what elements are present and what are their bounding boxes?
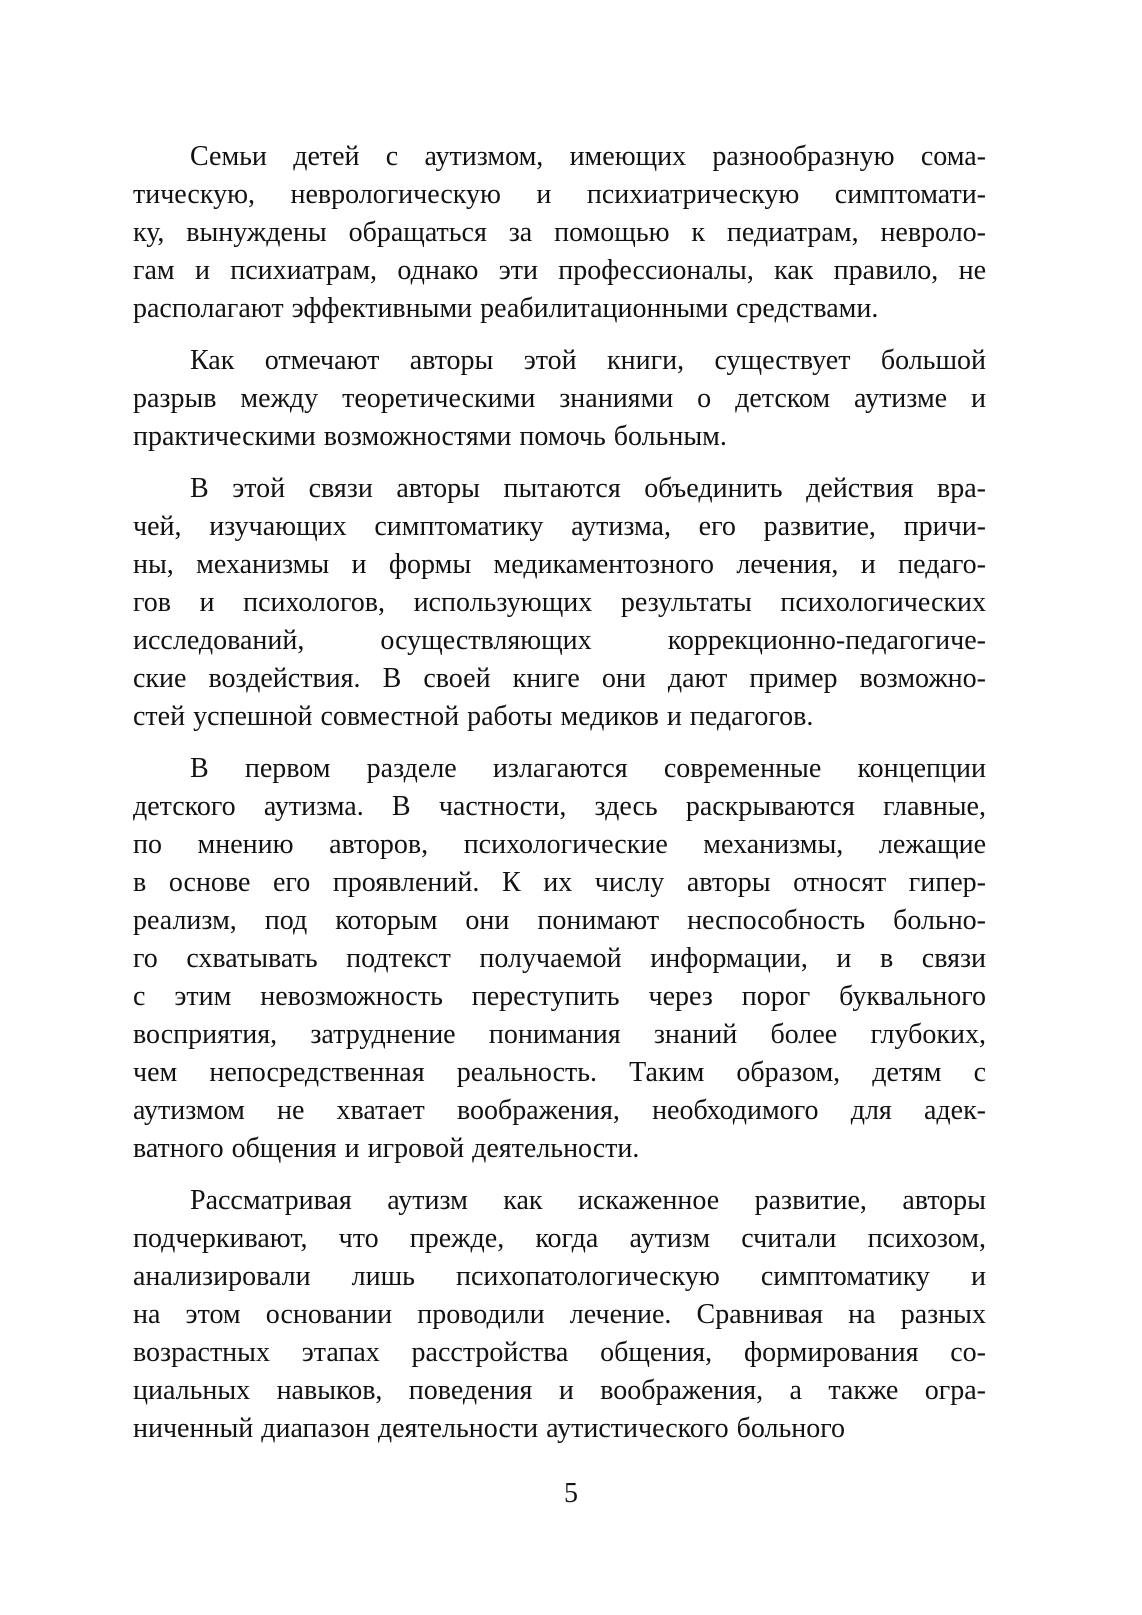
text-line: аутизмом не хватает воображения, необходимого для адек- (133, 1095, 986, 1126)
text-line: В этой связи авторы пытаются объединить действия вра- (190, 473, 986, 504)
text-line: Как отмечают авторы этой книги, существует большой (190, 345, 986, 376)
text-line: ны, механизмы и формы медикаментозного лечения, и педаго- (133, 549, 986, 580)
page-number: 5 (564, 1478, 578, 1509)
text-line: гов и психологов, использующих результаты психологических (133, 587, 986, 618)
text-line: го схватывать подтекст получаемой информации, и в связи (133, 943, 986, 974)
paragraph (133, 750, 986, 1168)
page-text (133, 138, 986, 1462)
text-line: ниченный диапазон деятельности аутистического больного (133, 1413, 845, 1444)
text-line: анализировали лишь психопатологическую симптоматику и (133, 1261, 986, 1292)
text-line: в основе его проявлений. К их числу авторы относят гипер- (133, 867, 986, 898)
text-line: Семьи детей с аутизмом, имеющих разнообразную сома- (190, 141, 986, 172)
text-line: разрыв между теоретическими знаниями о детском аутизме и (133, 383, 986, 414)
text-line: стей успешной совместной работы медиков и педагогов. (133, 701, 814, 732)
text-line: детского аутизма. В частности, здесь раскрываются главные, (133, 791, 986, 822)
text-line: восприятия, затруднение понимания знаний более глубоких, (133, 1019, 986, 1050)
text-line: ские воздействия. В своей книге они дают пример возможно- (133, 663, 986, 694)
text-line: реализм, под которым они понимают неспособность больно- (133, 905, 986, 936)
paragraph (133, 138, 986, 328)
text-line: возрастных этапах расстройства общения, формирования со- (133, 1337, 986, 1368)
text-line: с этим невозможность переступить через порог буквального (133, 981, 986, 1012)
text-line: В первом разделе излагаются современные концепции (190, 753, 986, 784)
text-line: исследований, осуществляющих коррекционно-педагогиче- (133, 625, 986, 656)
paragraph (133, 342, 986, 456)
text-line: ку, вынуждены обращаться за помощью к педиатрам, невроло- (133, 217, 986, 248)
text-line: циальных навыков, поведения и воображения, а также огра- (133, 1375, 986, 1406)
text-line: располагают эффективными реабилитационными средствами. (133, 293, 879, 324)
text-line: на этом основании проводили лечение. Сравнивая на разных (133, 1299, 986, 1330)
text-line: чей, изучающих симптоматику аутизма, его развитие, причи- (133, 511, 986, 542)
text-line: по мнению авторов, психологические механизмы, лежащие (133, 829, 986, 860)
text-line: гам и психиатрам, однако эти профессионалы, как правило, не (133, 255, 986, 286)
paragraph (133, 470, 986, 736)
text-line: Рассматривая аутизм как искаженное развитие, авторы (190, 1185, 986, 1216)
text-line: практическими возможностями помочь больным. (133, 421, 727, 452)
text-line: ватного общения и игровой деятельности. (133, 1133, 640, 1164)
text-line: тическую, неврологическую и психиатрическую симптомати- (133, 179, 986, 210)
paragraph (133, 1182, 986, 1448)
text-line: подчеркивают, что прежде, когда аутизм считали психозом, (133, 1223, 986, 1254)
text-line: чем непосредственная реальность. Таким образом, детям с (133, 1057, 986, 1088)
